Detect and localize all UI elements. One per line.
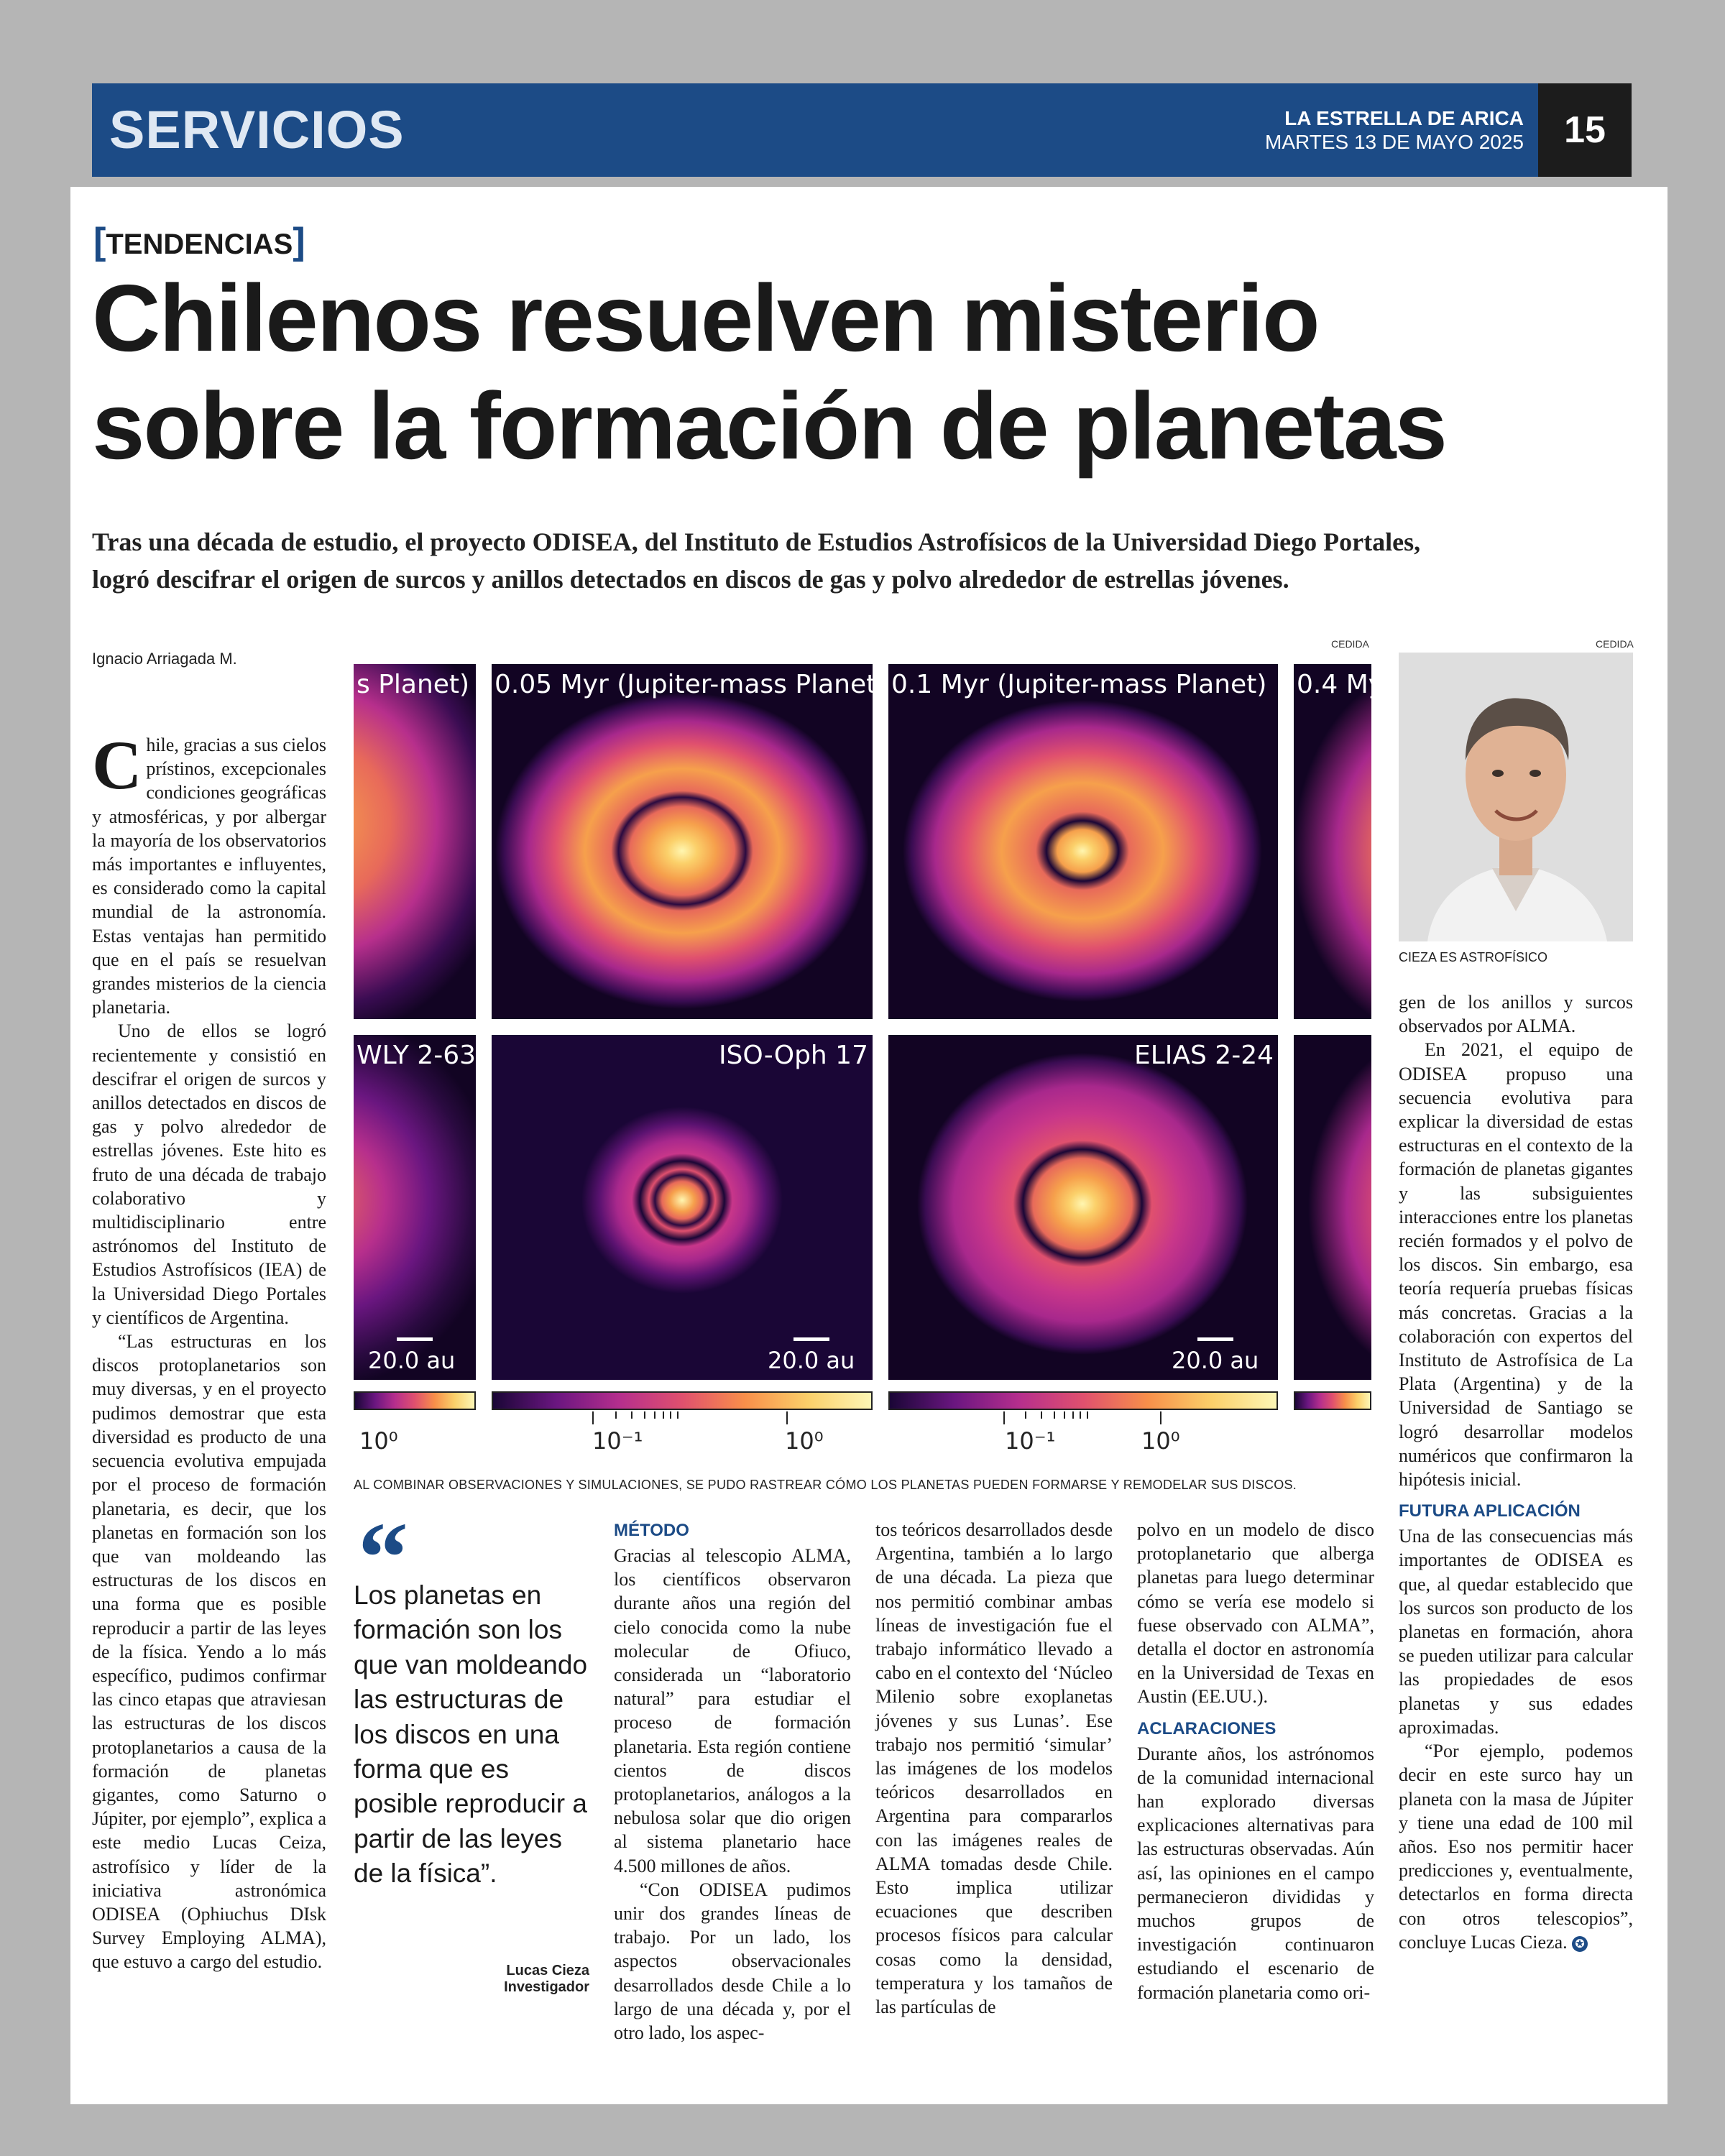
panel-bottom-2-label: ISO-Oph 17 [718, 1041, 868, 1070]
drop-cap: C [92, 727, 142, 803]
tick-label-3: 10⁰ [785, 1427, 824, 1455]
subhead-futura-aplicacion: FUTURA APLICACIÓN [1399, 1501, 1581, 1521]
figure-credit: CEDIDA [1331, 638, 1369, 650]
scale-bar-3 [1197, 1337, 1233, 1341]
colorbar-3 [888, 1391, 1278, 1410]
colorbar-2-ticks [492, 1411, 873, 1424]
end-mark-icon: ✪ [1572, 1936, 1588, 1952]
panel-bottom-2 [492, 1035, 873, 1380]
scale-bar-2 [794, 1337, 829, 1341]
tick-label-5: 10⁰ [1141, 1427, 1180, 1455]
page-number: 15 [1538, 83, 1632, 177]
panel-top-1-label: s Planet) [356, 670, 470, 699]
tick-label-4: 10⁻¹ [1005, 1427, 1056, 1455]
column-6 [1399, 990, 1633, 1954]
panel-top-3-label: 0.1 Myr (Jupiter-mass Planet) [891, 670, 1267, 699]
colorbar-2 [492, 1391, 873, 1410]
headline-line-2: sobre la formación de planetas [92, 373, 1446, 479]
section-header [92, 83, 1632, 177]
column-6-paragraph-1: gen de los anillos y surcos observados por ALMA. [1399, 992, 1633, 1037]
scale-label-1: 20.0 au [368, 1347, 456, 1374]
scale-label-3: 20.0 au [1172, 1347, 1259, 1374]
column-3-paragraph-2: “Con ODISEA pudimos unir dos grandes líneas de trabajo. Por un lado, los aspectos observacionales desarrollados desde Chile a lo largo de una década y, por el otro lado, los aspec- [614, 1879, 851, 2044]
kicker-bracket-close: ] [293, 221, 305, 262]
column-3-paragraph-1: Gracias al telescopio ALMA, los científicos observaron durante años una región del cielo conocida como la nube molecular de Ofiuco, considerada un “laboratorio natural” para estudiar el proceso de formación planetaria. Esta región contiene cientos de discos protoplanetarios, análogos a la nebulosa solar que dio origen al sistema planetario hace 4.500 millones de años. [614, 1545, 851, 1876]
colorbar-4 [1294, 1391, 1371, 1410]
quote-author-role: Investigador [504, 1979, 589, 1995]
kicker [93, 220, 305, 263]
photo-credit: CEDIDA [1596, 638, 1634, 650]
subhead-metodo: MÉTODO [614, 1521, 689, 1540]
headline-line-1: Chilenos resuelven misterio [92, 265, 1319, 371]
column-1 [92, 727, 326, 1974]
section-name: SERVICIOS [109, 100, 405, 160]
column-1-paragraph-3: “Las estructuras en los discos protoplanetarios son muy diversas, y en el proyecto pudimos demostrar que esta diversidad es producto de una secuencia evolutiva empujada por el proceso de formación planetaria, es decir, que los planetas en formación son los que van moldeando las estructuras de los discos en una forma que es posible reproducir a partir de las leyes de la física. Yendo a lo más específico, pudimos confirmar las cinco etapas que atraviesan las estructuras de los discos protoplanetarios a causa de la formación de planetas gigantes, como Saturno o Júpiter, por ejemplo”, explica a este medio Lucas Ceiza, astrofísico y líder de la iniciativa astronómica ODISEA (Ophiuchus DIsk Survey Employing ALMA), que estuvo a cargo del estudio. [92, 1331, 326, 1973]
scale-label-2: 20.0 au [768, 1347, 855, 1374]
column-5-paragraph-1: polvo en un modelo de disco protoplanetario que alberga planetas para luego determinar cómo se vería ese modelo si fuese observado con ALMA”, detalla el doctor en astronomía en la Universidad de Texas en Austin (EE.UU.). [1137, 1519, 1374, 1708]
kicker-bracket-open: [ [93, 221, 106, 262]
column-3 [614, 1518, 851, 2045]
colorbar-3-ticks [888, 1411, 1278, 1424]
column-6-paragraph-4: “Por ejemplo, podemos decir en este surco hay un planeta con la masa de Júpiter y tiene una edad de 100 mil años. Eso nos permitir hacer predicciones y, eventualmente, detectarlos en forma directa con otros telescopios”, concluye Lucas Cieza. ✪ [1399, 1741, 1633, 1953]
panel-top-4 [1294, 664, 1384, 1019]
pull-quote: Los planetas en formación son los que van moldeando las estructuras de los discos en una forma que es posible reproducir a partir de las leyes de la física”. [354, 1580, 588, 1889]
panel-bottom-4 [1294, 1035, 1371, 1380]
panel-top-1 [354, 664, 476, 1019]
quote-author: Lucas Cieza [506, 1963, 589, 1978]
column-1-paragraph-2: Uno de ellos se logró recientemente y consistió en descifrar el origen de surcos y anillos detectados en discos de gas y polvo alrededor de estrellas jóvenes. Este hito es fruto de una década de trabajo colaborativo y multidisciplinario entre astrónomos del Instituto de Estudios Astrofísicos (IEA) de la Universidad Diego Portales y científicos de Argentina. [92, 1021, 326, 1328]
panel-bottom-1-label: WLY 2-63 [356, 1041, 477, 1070]
panel-top-4-label: 0.4 My [1297, 670, 1384, 699]
portrait-illustration [1399, 653, 1633, 941]
issue-date: MARTES 13 DE MAYO 2025 [1265, 131, 1524, 153]
newspaper-name: LA ESTRELLA DE ARICA [1284, 107, 1524, 129]
panel-bottom-3 [888, 1035, 1278, 1380]
panel-top-3 [888, 664, 1278, 1019]
portrait-photo [1399, 653, 1633, 941]
tick-label-2: 10⁻¹ [592, 1427, 643, 1455]
subhead-aclaraciones: ACLARACIONES [1137, 1718, 1276, 1738]
deck-line-2: logró descifrar el origen de surcos y anillos detectados en discos de gas y polvo alrededor de estrellas jóvenes. [92, 565, 1289, 594]
column-5 [1137, 1518, 1374, 2004]
column-5-paragraph-2: Durante años, los astrónomos de la comunidad internacional han explorado diversas explicaciones alternativas para las estructuras observadas. Aún así, las opiniones en el campo permanecieron divididas y muchos grupos de investigación continuaron estudiando el escenario de formación planetaria como ori- [1137, 1743, 1374, 2003]
column-4-paragraph-1: tos teóricos desarrollados desde Argentina, también a lo largo de una década. La pieza que nos permitió combinar ambas líneas de investigación fue el trabajo informático llevado a cabo en el contexto del ‘Núcleo Milenio sobre exoplanetas jóvenes y sus Lunas’. Ese trabajo nos permitió ‘simular’ las imágenes de los modelos teóricos desarrollados en Argentina para compararlos con las imágenes reales de ALMA tomadas desde Chile. Esto implica utilizar ecuaciones que describen procesos físicos para calcular cosas como la densidad, temperatura y los tamaños de las partículas de [875, 1519, 1113, 2018]
deck [92, 523, 1644, 598]
panel-top-2-label: 0.05 Myr (Jupiter-mass Planet) [494, 670, 887, 699]
tick-label-1: 10⁰ [359, 1427, 398, 1455]
scale-bar-1 [397, 1337, 433, 1341]
photo-caption: CIEZA ES ASTROFÍSICO [1399, 950, 1548, 964]
figure-caption: AL COMBINAR OBSERVACIONES Y SIMULACIONES, SE PUDO RASTREAR CÓMO LOS PLANETAS PUEDEN FORMARSE Y REMODELAR SUS DISCOS. [354, 1478, 1297, 1492]
column-4 [875, 1518, 1113, 2019]
colorbar-1 [354, 1391, 476, 1410]
panel-bottom-3-label: ELIAS 2-24 [1133, 1041, 1274, 1070]
panel-top-2 [492, 664, 887, 1019]
kicker-text: TENDENCIAS [106, 229, 293, 260]
column-1-paragraph-1: Chile, gracias a sus cielos prístinos, excepcionales condiciones geográficas y atmosféricas, y por albergar la mayoría de los observatorios más importantes e influyentes, es considerado como la capital mundial de la astronomía. Estas ventajas han permitido que en el país se resuelvan grandes misterios de la ciencia planetaria. [92, 727, 326, 1018]
quote-mark-icon: “ [358, 1502, 408, 1613]
column-6-paragraph-3: Una de las consecuencias más importantes de ODISEA es que, al quedar establecido que los surcos son producto de los planetas en formación, ahora se pueden utilizar para calcular las propiedades de esos planetas y sus edades aproximadas. [1399, 1526, 1633, 1738]
deck-line-1: Tras una década de estudio, el proyecto ODISEA, del Instituto de Estudios Astrofísicos de la Universidad Diego Portales, [92, 528, 1421, 556]
byline: Ignacio Arriagada M. [92, 650, 237, 668]
panel-bottom-1 [354, 1035, 476, 1380]
headline [92, 264, 1637, 480]
column-6-paragraph-2: En 2021, el equipo de ODISEA propuso una secuencia evolutiva para explicar la diversidad de estas estructuras en el contexto de la formación de planetas gigantes y las subsiguientes interacciones entre los planetas recién formados y el polvo de los discos. Sin embargo, esa teoría requería pruebas físicas más concretas. Gracias a la colaboración con expertos del Instituto de Astrofísica de La Plata (Argentina) y de la Universidad de Santiago se logró desarrollar modelos numéricos que confirmaron la hipótesis inicial. [1399, 1039, 1633, 1491]
disk-simulation-figure [354, 664, 1384, 1468]
